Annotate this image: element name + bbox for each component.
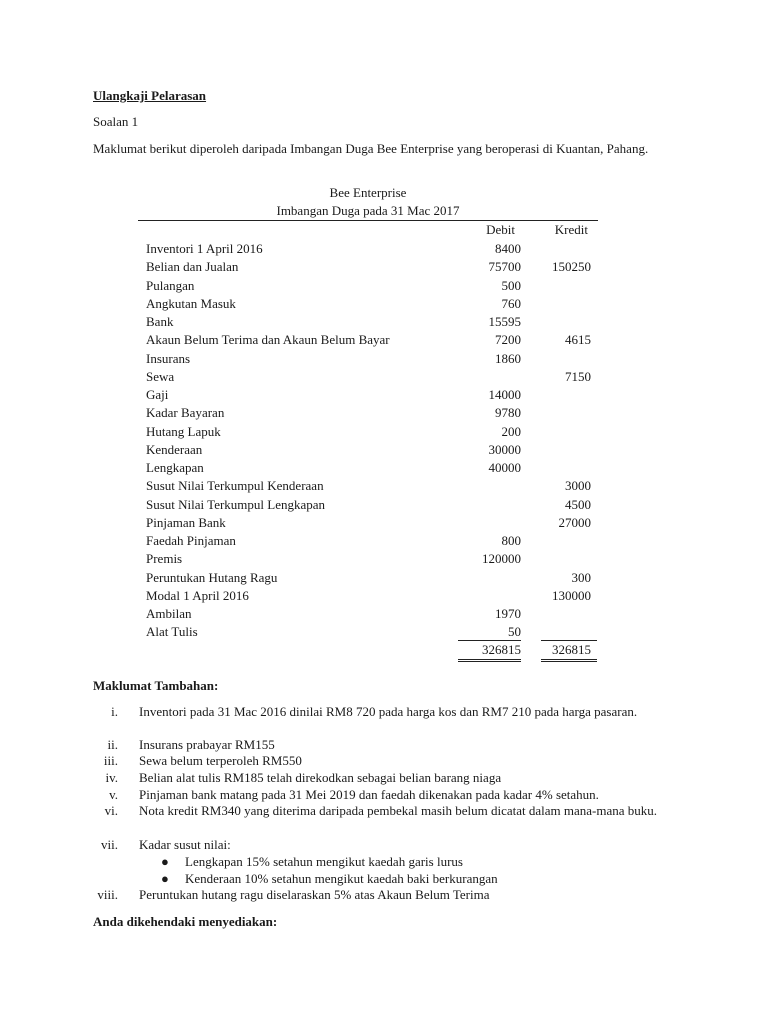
- note-text: Kadar susut nilai:: [139, 837, 231, 852]
- note-text: Pinjaman bank matang pada 31 Mei 2019 dan faedah dikenakan pada kadar 4% setahun.: [139, 787, 599, 802]
- note-number: v.: [109, 787, 118, 802]
- credit-value: 4500: [565, 496, 591, 512]
- table-row: [0, 514, 768, 532]
- account-name: Insurans: [146, 350, 191, 366]
- note-number: viii.: [97, 887, 118, 902]
- table-row: [0, 313, 768, 331]
- debit-value: 800: [501, 533, 521, 548]
- table-row: [0, 587, 768, 605]
- table-row: [0, 423, 768, 441]
- account-name: Hutang Lapuk: [146, 423, 221, 439]
- note-text: Nota kredit RM340 yang diterima daripada pembekal masih belum dicatat dalam mana-mana buku.: [139, 803, 658, 818]
- debit-value: 7200: [495, 332, 521, 348]
- account-name: Ambilan: [146, 606, 192, 621]
- credit-value: 7150: [565, 368, 591, 384]
- credit-double-rule-2: [541, 661, 597, 662]
- bullet-dot-icon: ●: [161, 854, 169, 869]
- account-name: Pinjaman Bank: [146, 514, 226, 530]
- question-label: Soalan 1: [93, 114, 139, 129]
- trial-balance-title: Imbangan Duga pada 31 Mac 2017: [276, 203, 460, 218]
- additional-info-heading: Maklumat Tambahan:: [93, 678, 219, 693]
- note-number: iii.: [103, 753, 118, 768]
- table-row: [0, 496, 768, 514]
- debit-value: 760: [501, 295, 521, 311]
- debit-value: 1970: [495, 606, 521, 621]
- debit-value: 9780: [495, 405, 521, 421]
- note-text: Insurans prabayar RM155: [139, 737, 275, 752]
- table-row: [0, 441, 768, 459]
- debit-double-rule-2: [458, 661, 521, 662]
- debit-value: 500: [501, 277, 521, 293]
- account-name: Peruntukan Hutang Ragu: [146, 569, 278, 585]
- table-row: [0, 240, 768, 258]
- table-row: [0, 532, 768, 550]
- debit-value: 1860: [495, 350, 521, 366]
- note-text: Belian alat tulis RM185 telah direkodkan sebagai belian barang niaga: [139, 770, 502, 785]
- debit-value: 14000: [488, 387, 521, 402]
- account-name: Susut Nilai Terkumpul Kenderaan: [146, 478, 324, 494]
- debit-value: 120000: [482, 551, 521, 567]
- credit-value: 3000: [565, 478, 591, 494]
- credit-value: 300: [571, 569, 591, 585]
- account-name: Premis: [146, 551, 183, 567]
- debit-value: 15595: [488, 314, 521, 329]
- table-row: [0, 350, 768, 368]
- totals-row: [0, 641, 768, 659]
- column-header-credit: Kredit: [554, 222, 588, 237]
- credit-value: 130000: [552, 587, 591, 603]
- page-heading: Ulangkaji Pelarasan: [93, 88, 207, 103]
- account-name: Belian dan Jualan: [146, 259, 239, 275]
- debit-value: 75700: [488, 259, 521, 275]
- required-heading: Anda dikehendaki menyediakan:: [93, 914, 278, 929]
- account-name: Alat Tulis: [146, 624, 198, 640]
- table-row: [0, 368, 768, 386]
- debit-double-rule-1: [458, 659, 521, 660]
- debit-value: 200: [501, 423, 521, 439]
- total-credit: 326815: [552, 642, 591, 657]
- debit-value: 30000: [488, 441, 521, 457]
- account-name: Faedah Pinjaman: [146, 533, 236, 548]
- table-row: [0, 258, 768, 276]
- note-number: vi.: [104, 803, 118, 818]
- account-name: Lengkapan: [146, 460, 204, 475]
- debit-value: 40000: [488, 460, 521, 475]
- table-row: [0, 477, 768, 495]
- trial-balance-company: Bee Enterprise: [329, 185, 407, 200]
- note-number: vii.: [101, 837, 118, 852]
- bullet-text: Lengkapan 15% setahun mengikut kaedah garis lurus: [185, 854, 463, 869]
- note-text: Sewa belum terperoleh RM550: [139, 753, 302, 768]
- bullet-dot-icon: ●: [161, 871, 169, 886]
- credit-double-rule-1: [541, 659, 597, 660]
- credit-value: 150250: [552, 259, 591, 275]
- account-name: Gaji: [146, 387, 169, 402]
- table-row: [0, 550, 768, 568]
- note-text: Inventori pada 31 Mac 2016 dinilai RM8 720 pada harga kos dan RM7 210 pada harga pasaran.: [139, 704, 638, 719]
- table-row: [0, 569, 768, 587]
- note-number: ii.: [107, 737, 118, 752]
- note-number: i.: [111, 704, 118, 719]
- account-name: Pulangan: [146, 277, 195, 293]
- table-row: [0, 605, 768, 623]
- account-name: Susut Nilai Terkumpul Lengkapan: [146, 496, 326, 512]
- column-header-debit: Debit: [486, 222, 515, 237]
- table-row: [0, 404, 768, 422]
- account-name: Akaun Belum Terima dan Akaun Belum Bayar: [146, 332, 390, 348]
- table-row: [0, 331, 768, 349]
- debit-value: 50: [508, 624, 521, 640]
- credit-value: 27000: [558, 514, 591, 530]
- table-row: [0, 623, 768, 641]
- account-name: Sewa: [146, 368, 175, 384]
- account-name: Modal 1 April 2016: [146, 587, 249, 603]
- debit-value: 8400: [495, 241, 521, 256]
- account-name: Angkutan Masuk: [146, 295, 236, 311]
- account-name: Inventori 1 April 2016: [146, 241, 263, 256]
- note-number: iv.: [105, 770, 118, 785]
- intro-paragraph: Maklumat berikut diperoleh daripada Imbangan Duga Bee Enterprise yang beroperasi di Kuantan, Pahang.: [93, 141, 649, 156]
- table-row: [0, 459, 768, 477]
- credit-value: 4615: [565, 332, 591, 348]
- total-debit: 326815: [482, 642, 521, 657]
- table-row: [0, 386, 768, 404]
- bullet-text: Kenderaan 10% setahun mengikut kaedah baki berkurangan: [185, 871, 498, 886]
- note-text: Peruntukan hutang ragu diselaraskan 5% atas Akaun Belum Terima: [139, 887, 490, 902]
- table-row: [0, 295, 768, 313]
- table-row: [0, 277, 768, 295]
- table-top-rule: [138, 220, 598, 221]
- account-name: Kadar Bayaran: [146, 405, 225, 421]
- account-name: Bank: [146, 314, 174, 329]
- account-name: Kenderaan: [146, 441, 203, 457]
